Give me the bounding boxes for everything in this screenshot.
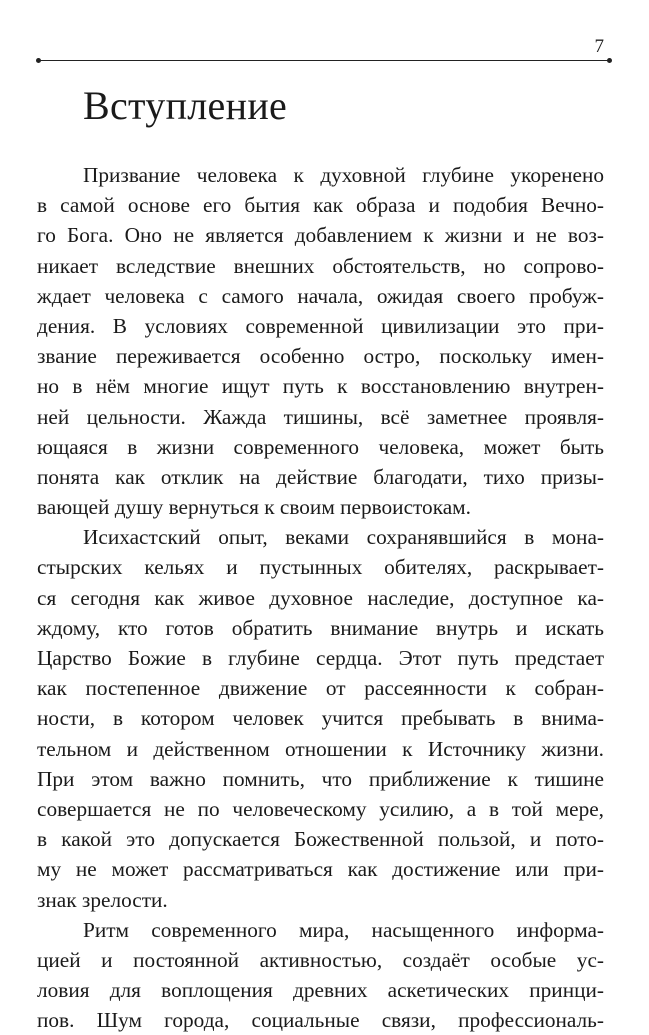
text-line: При этом важно помнить, что приближение к тишине [37,766,604,791]
body-text [37,160,604,1035]
text-line: ждому, кто готов обратить внимание внутрь и искать [37,615,604,640]
text-line: дения. В условиях современной цивилизации это при- [37,313,604,338]
text-line: ловия для воплощения древних аскетических принци- [37,978,604,1003]
text-line: го Бога. Оно не является добавлением к жизни и не воз- [37,223,604,248]
text-line: стырских кельях и пустынных обителях, раскрывает- [37,555,604,580]
text-line: Царство Божие в глубине сердца. Этот путь предстает [37,646,604,670]
text-line: Исихастский опыт, веками сохранявшийся в мона- [83,525,604,550]
text-line: Ритм современного мира, насыщенного информа- [83,917,604,942]
text-line: как постепенное движение от рассеянности к собран- [37,676,604,701]
text-line: в какой это допускается Божественной пользой, и пото- [37,827,604,852]
paragraph [37,160,604,522]
text-line: знак зрелости. [37,887,168,912]
text-line: звание переживается особенно остро, поскольку имен- [37,344,604,369]
text-line: пов. Шум города, социальные связи, профессиональ- [37,1008,604,1033]
text-line: ющаяся в жизни современного человека, может быть [37,434,604,459]
chapter-title: Вступление [83,83,288,128]
text-line: совершается не по человеческому усилию, а в той мере, [37,796,604,821]
header-rule [38,60,610,61]
text-line: цией и постоянной активностью, создаёт особые ус- [37,947,604,972]
text-line: вающей душу вернуться к своим первоистокам. [37,495,471,520]
text-line: в самой основе его бытия как образа и подобия Вечно- [37,193,604,218]
text-line: му не может рассматриваться как достижение или при- [37,857,604,882]
text-line: понята как отклик на действие благодати, тихо призы- [37,464,604,489]
text-line: ся сегодня как живое духовное наследие, доступное ка- [37,585,604,610]
text-line: никает вследствие внешних обстоятельств, но сопрово- [37,253,604,278]
text-line: ней цельности. Жажда тишины, всё заметнее проявля- [37,404,604,429]
text-line: ности, в котором человек учится пребывать в внима- [37,706,604,731]
text-line: Призвание человека к духовной глубине укоренено [83,163,604,187]
text-line: тельном и действенном отношении к Источнику жизни. [37,736,604,761]
page-number: 7 [594,36,604,57]
paragraph [37,522,604,914]
text-line: ждает человека с самого начала, ожидая своего пробуж- [37,283,604,308]
text-line: но в нём многие ищут путь к восстановлению внутрен- [37,374,604,399]
paragraph [37,915,604,1035]
